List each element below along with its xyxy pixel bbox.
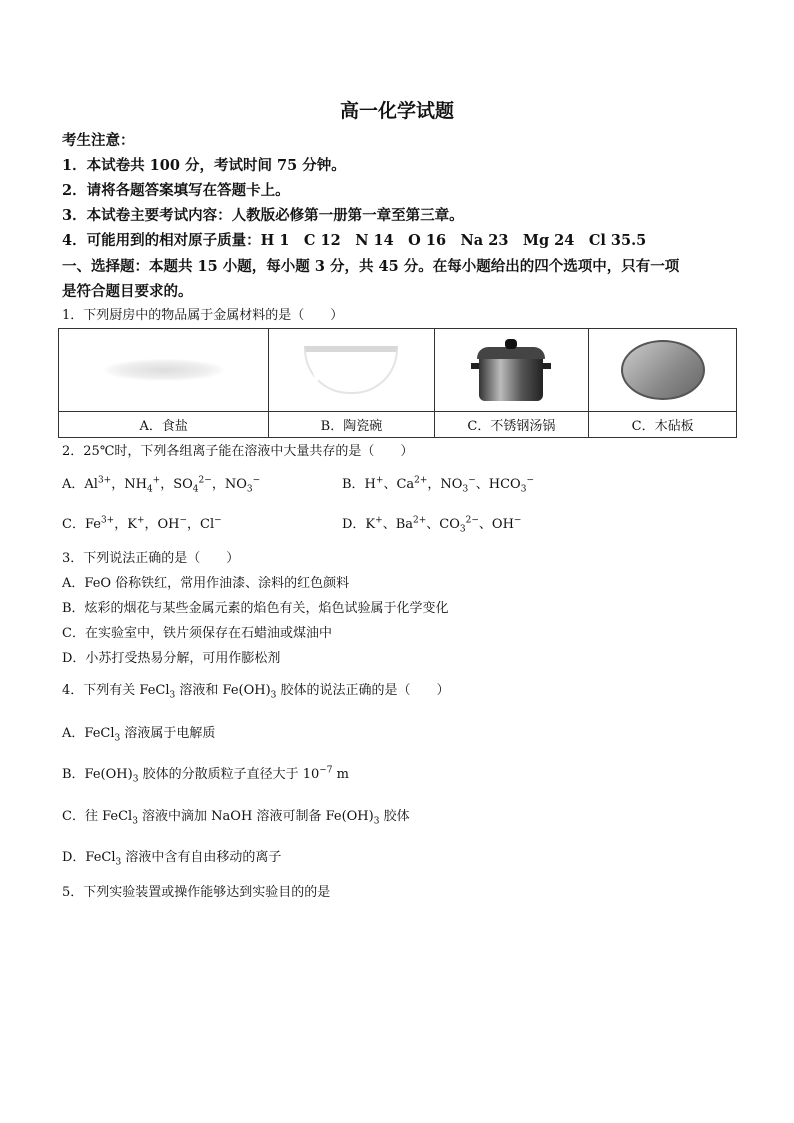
superscript: 3+	[97, 475, 112, 486]
subscript: 3	[132, 816, 138, 827]
q2-d	[342, 516, 521, 534]
q3-d	[62, 650, 280, 668]
subscript: 3	[462, 484, 469, 495]
text-segment: C．Fe	[62, 517, 101, 532]
section-heading: 一、选择题：本题共 15 小题，每小题 3 分，共 45 分。在每小题给出的四个选项中，只有一项	[62, 258, 680, 275]
text-segment: 溶液和 Fe(OH)	[175, 683, 271, 698]
text-segment: B．Fe(OH)	[62, 767, 133, 782]
text-segment: ，SO	[160, 477, 193, 492]
q1-stem: 1．下列厨房中的物品属于金属材料的是（ ）	[62, 308, 344, 323]
q4-stem	[62, 682, 450, 700]
notice-item: 4．可能用到的相对原子质量：H 1 C 12 N 14 O 16 Na 23 Mg 24 Cl 35.5	[62, 232, 647, 249]
text-segment: 、Ba	[382, 517, 413, 532]
text-segment: 胶体的分散质粒子直径大于 10	[138, 767, 320, 782]
text-segment: 溶液中滴加 NaOH 溶液可制备 Fe(OH)	[137, 809, 374, 824]
text-segment: 溶液中含有自由移动的离子	[121, 850, 282, 865]
q3-b	[62, 600, 449, 618]
superscript: −7	[319, 765, 333, 776]
q2-stem	[62, 443, 413, 461]
q4-c	[62, 808, 410, 826]
q1-option-a: A．食盐	[59, 412, 269, 438]
subscript: 3	[246, 484, 253, 495]
q2-b	[342, 476, 534, 494]
superscript: −	[179, 515, 188, 526]
text-segment: 、HCO	[475, 477, 521, 492]
q2-a	[62, 476, 260, 494]
q1-option-b: B．陶瓷碗	[269, 412, 434, 438]
text-segment: 2．25℃时，下列各组离子能在溶液中大量共存的是（ ）	[62, 444, 414, 459]
text-segment: C．往 FeCl	[62, 809, 133, 824]
superscript: 3+	[100, 515, 115, 526]
text-segment: 胶体的说法正确的是（ ）	[276, 683, 450, 698]
text-segment: A．FeCl	[62, 726, 115, 741]
q4-a	[62, 725, 215, 743]
subscript: 3	[520, 484, 527, 495]
text-segment: 胶体	[379, 809, 410, 824]
superscript: 2+	[414, 475, 428, 486]
subscript: 3	[115, 857, 122, 868]
subscript: 4	[146, 484, 153, 495]
q1-option-d: C．木砧板	[589, 412, 737, 438]
text-segment: m	[332, 767, 349, 782]
q3-stem	[62, 550, 239, 568]
text-segment: A．Al	[62, 477, 98, 492]
ceramic-bowl-image	[304, 346, 398, 394]
q4-b	[62, 766, 349, 784]
text-segment: B．炫彩的烟花与某些金属元素的焰色有关，焰色试验属于化学变化	[62, 601, 449, 616]
subscript: 4	[192, 484, 199, 495]
superscript: +	[136, 515, 145, 526]
subscript: 3	[132, 774, 139, 785]
notice-item: 2．请将各题答案填写在答题卡上。	[62, 182, 290, 199]
text-segment: ，NO	[211, 477, 247, 492]
text-segment: ，K	[114, 517, 137, 532]
superscript: −	[252, 475, 261, 486]
q3-a	[62, 575, 349, 593]
superscript: +	[152, 475, 161, 486]
text-segment: C．在实验室中，铁片须保存在石蜡油或煤油中	[62, 626, 332, 641]
q3-c	[62, 625, 332, 643]
subscript: 3	[169, 690, 176, 701]
superscript: 2−	[198, 475, 212, 486]
page-title: 高一化学试题	[339, 100, 454, 122]
text-segment: ，NO	[427, 477, 463, 492]
text-segment: 、CO	[426, 517, 460, 532]
text-segment: 、Ca	[383, 477, 415, 492]
salt-image	[104, 359, 224, 381]
subscript: 3	[459, 524, 466, 535]
superscript: −	[214, 515, 222, 526]
superscript: +	[375, 515, 383, 526]
text-segment: D．FeCl	[62, 850, 116, 865]
text-segment: 3．下列说法正确的是（ ）	[62, 551, 240, 566]
section-heading-cont: 是符合题目要求的。	[62, 283, 193, 300]
cutting-board-image	[621, 340, 705, 400]
text-segment: ，OH	[144, 517, 180, 532]
superscript: +	[375, 475, 384, 486]
subscript: 3	[373, 816, 380, 827]
text-segment: ，Cl	[187, 517, 215, 532]
subscript: 3	[114, 733, 121, 744]
superscript: −	[526, 475, 534, 486]
text-segment: ，NH	[111, 477, 147, 492]
notice-item: 3．本试卷主要考试内容：人教版必修第一册第一章至第三章。	[62, 207, 464, 224]
text-segment: D．K	[342, 517, 376, 532]
q5-stem	[62, 884, 330, 902]
steel-pot-image	[471, 337, 551, 403]
superscript: 2+	[413, 515, 427, 526]
text-segment: D．小苏打受热易分解，可用作膨松剂	[62, 651, 281, 666]
text-segment: 、OH	[478, 517, 514, 532]
q2-c	[62, 516, 222, 534]
superscript: −	[513, 515, 522, 526]
q4-d	[62, 849, 281, 867]
notice-item: 1．本试卷共 100 分，考试时间 75 分钟。	[62, 157, 346, 174]
text-segment: 溶液属于电解质	[120, 726, 216, 741]
text-segment: 5．下列实验装置或操作能够达到实验目的的是	[62, 885, 331, 900]
superscript: −	[468, 475, 476, 486]
notice-heading: 考生注意：	[62, 132, 135, 149]
text-segment: 4．下列有关 FeCl	[62, 683, 170, 698]
subscript: 3	[270, 690, 277, 701]
superscript: 2−	[465, 515, 479, 526]
q1-options-table	[58, 328, 737, 438]
text-segment: A．FeO 俗称铁红，常用作油漆、涂料的红色颜料	[62, 576, 350, 591]
q1-option-c: C．不锈钢汤锅	[434, 412, 589, 438]
text-segment: B．H	[342, 477, 376, 492]
